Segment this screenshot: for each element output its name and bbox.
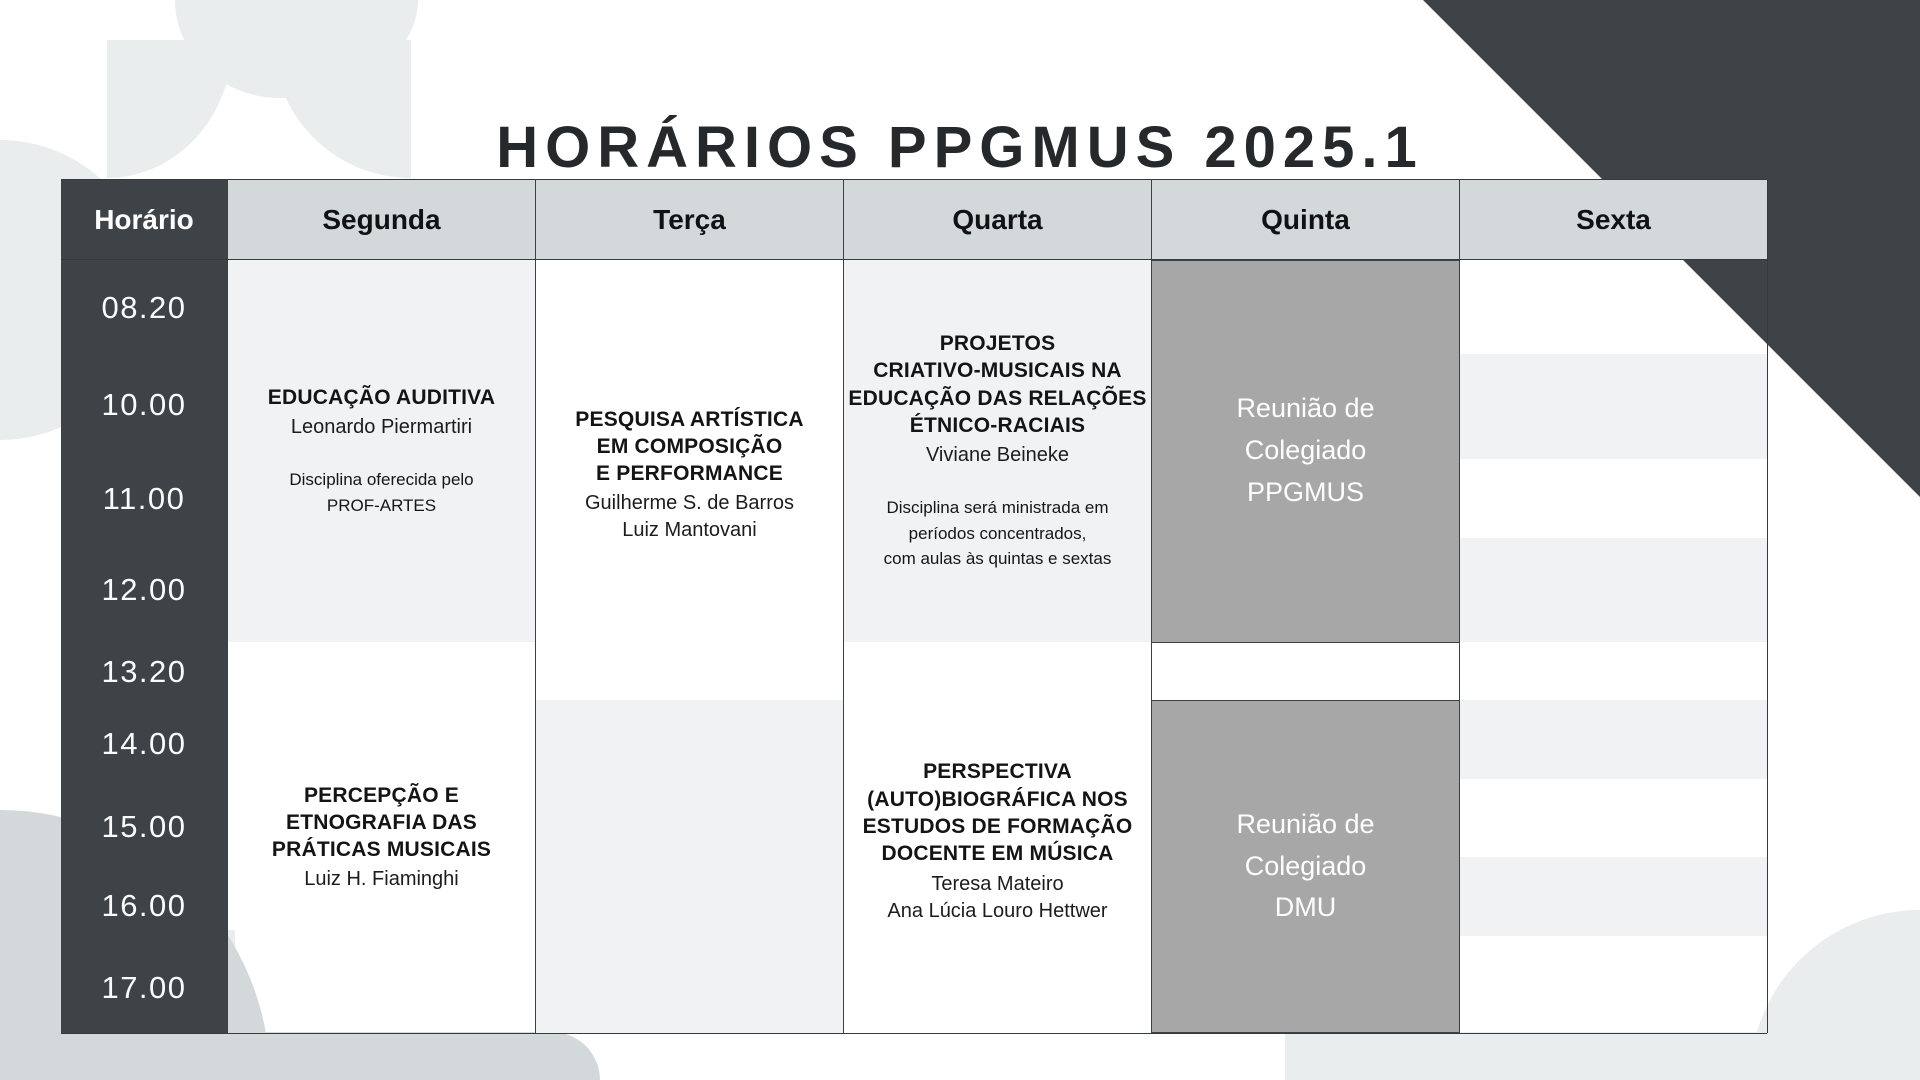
time-column	[61, 260, 227, 1033]
meeting-text-line: Reunião de	[1236, 808, 1375, 839]
meeting-text-line: DMU	[1274, 892, 1337, 923]
meeting-text-line: Colegiado	[1244, 435, 1367, 466]
day-column-terca	[535, 260, 843, 1033]
event-person: Luiz H. Fiaminghi	[304, 868, 459, 891]
quarter-circle-decoration	[1750, 910, 1920, 1080]
event-projetos-criativo-musicais	[844, 260, 1151, 642]
event-title: PROJETOS CRIATIVO-MUSICAIS NA EDUCAÇÃO DAS RELAÇÕES ÉTNICO-RACIAIS	[848, 332, 1147, 438]
event-people	[887, 871, 1107, 925]
meeting-text-line: Colegiado	[1244, 850, 1367, 881]
page-title: HORÁRIOS PPGMUS 2025.1	[496, 114, 1424, 180]
event-educacao-auditiva	[228, 260, 535, 642]
time-label: 14.00	[101, 726, 187, 761]
row-stripe	[1460, 700, 1767, 779]
table-header-row	[61, 180, 1767, 259]
cell-shading	[536, 700, 843, 1033]
event-person: Luiz Mantovani	[622, 519, 757, 542]
event-people	[291, 414, 472, 441]
row-stripe	[1460, 857, 1767, 936]
event-person: Viviane Beineke	[925, 444, 1070, 467]
schedule-table	[61, 179, 1768, 1033]
header-cell-quinta: Quinta	[1151, 180, 1459, 259]
event-person: Leonardo Piermartiri	[290, 416, 473, 439]
event-person: Guilherme S. de Barros	[585, 492, 794, 515]
event-reuniao-colegiado-dmu	[1152, 700, 1459, 1033]
time-label: 08.20	[101, 290, 187, 325]
event-note: Disciplina oferecida pelo PROF-ARTES	[289, 470, 474, 515]
day-column-sexta	[1459, 260, 1767, 1033]
time-label: 16.00	[101, 888, 187, 923]
meeting-text-line: Reunião de	[1236, 393, 1375, 424]
event-title: PESQUISA ARTÍSTICA EM COMPOSIÇÃO E PERFORMANCE	[575, 407, 804, 486]
meeting-text-line: PPGMUS	[1246, 476, 1365, 507]
bottom-band-decoration	[0, 1032, 600, 1080]
bottom-band-decoration	[1285, 1032, 1790, 1080]
row-stripe	[1460, 354, 1767, 459]
time-label: 10.00	[101, 387, 187, 422]
event-person: Teresa Mateiro	[931, 872, 1064, 895]
event-perspectiva-autobiografica	[844, 650, 1151, 1033]
time-label: 15.00	[101, 809, 187, 844]
day-column-quarta	[843, 260, 1151, 1033]
table-body	[61, 259, 1767, 1034]
event-title: EDUCAÇÃO AUDITIVA	[267, 385, 496, 409]
time-label: 13.20	[101, 654, 187, 689]
event-percepcao-etnografia	[228, 642, 535, 1033]
event-person: Ana Lúcia Louro Hettwer	[887, 899, 1108, 922]
time-label: 11.00	[102, 481, 186, 516]
event-pesquisa-artistica	[536, 260, 843, 690]
event-title: PERCEPÇÃO E ETNOGRAFIA DAS PRÁTICAS MUSICAIS	[271, 783, 492, 862]
event-people	[304, 866, 459, 893]
header-cell-segunda: Segunda	[227, 180, 535, 259]
event-reuniao-colegiado-ppgmus	[1152, 260, 1459, 642]
day-column-segunda	[227, 260, 535, 1033]
event-title: PERSPECTIVA (AUTO)BIOGRÁFICA NOS ESTUDOS DE FORMAÇÃO DOCENTE EM MÚSICA	[862, 760, 1133, 866]
header-cell-quarta: Quarta	[843, 180, 1151, 259]
header-cell-horario: Horário	[61, 180, 227, 259]
time-label: 17.00	[101, 970, 187, 1005]
row-stripe	[1460, 538, 1767, 642]
time-label: 12.00	[101, 572, 187, 607]
event-note: Disciplina será ministrada em períodos concentrados, com aulas às quintas e sextas	[883, 498, 1112, 569]
day-column-quinta	[1151, 260, 1459, 1033]
event-people	[926, 442, 1069, 469]
header-cell-sexta: Sexta	[1459, 180, 1767, 259]
event-people	[585, 490, 794, 544]
header-cell-terca: Terça	[535, 180, 843, 259]
